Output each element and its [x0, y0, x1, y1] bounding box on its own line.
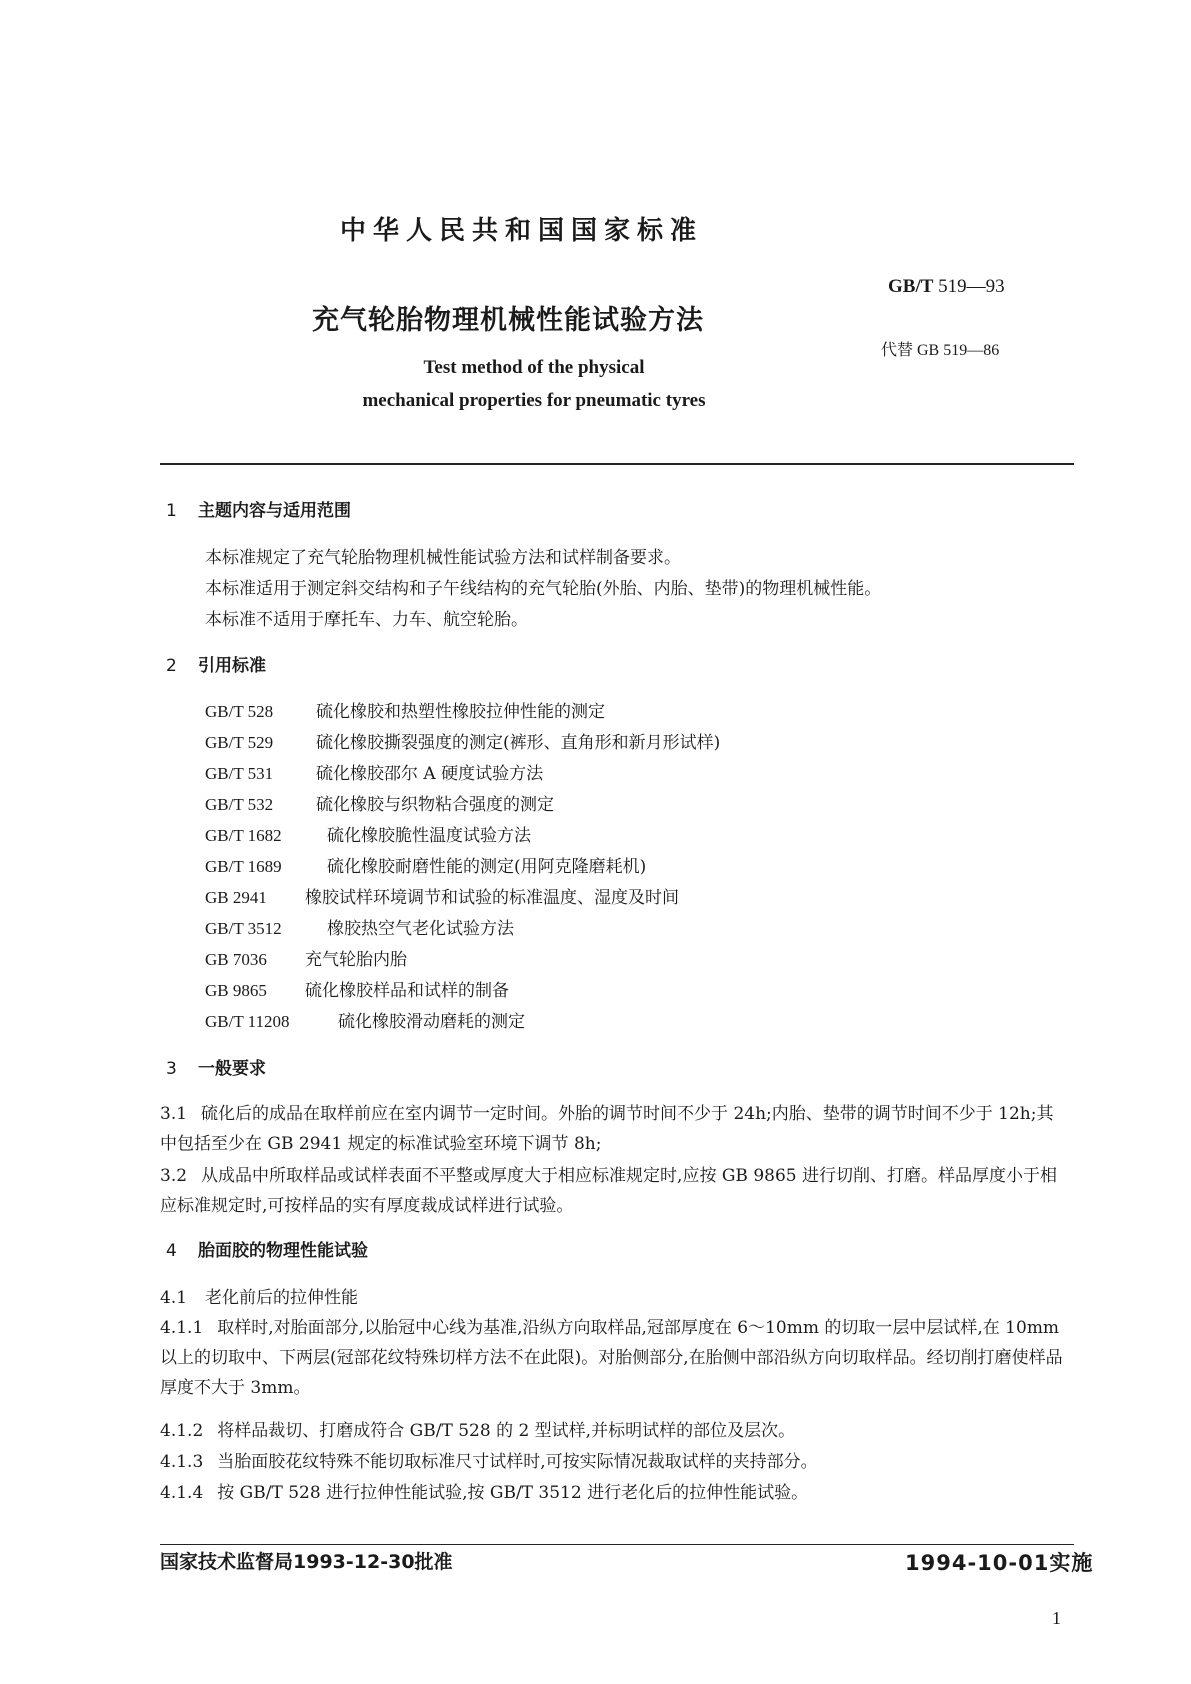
reference-item	[205, 945, 407, 970]
section-number: 4	[166, 1241, 177, 1261]
document-title-cn: 充气轮胎物理机械性能试验方法	[312, 305, 704, 336]
reference-title: 橡胶热空气老化试验方法	[327, 919, 514, 939]
reference-item	[205, 728, 720, 753]
clause-text: 从成品中所取样品或试样表面不平整或厚度大于相应标准规定时,应按 GB 9865 进行切削、打磨。样品厚度小于相应标准规定时,可按样品的实有厚度裁成试样进行试验。	[160, 1166, 1057, 1216]
approval-date: 国家技术监督局1993-12-30批准	[160, 1551, 453, 1573]
reference-code: GB/T 3512	[205, 919, 282, 938]
clause-text: 硫化后的成品在取样前应在室内调节一定时间。外胎的调节时间不少于 24h;内胎、垫带的调节时间不少于 12h;其中包括至少在 GB 2941 规定的标准试验室环境下调节 8h;	[160, 1104, 1054, 1154]
clause-number: 4.1.3	[160, 1452, 204, 1472]
reference-title: 硫化橡胶与织物粘合强度的测定	[316, 795, 554, 815]
clause-4-1-1	[160, 1313, 1064, 1403]
clause-number: 4.1	[160, 1288, 188, 1308]
clause-title: 老化前后的拉伸性能	[205, 1288, 359, 1308]
reference-item	[205, 914, 514, 939]
clause-3-2	[160, 1161, 1064, 1221]
footer-divider	[160, 1544, 1074, 1545]
clause-4-1-3	[160, 1447, 818, 1472]
reference-code: GB 7036	[205, 950, 267, 969]
section-number: 2	[166, 656, 177, 676]
clause-text: 取样时,对胎面部分,以胎冠中心线为基准,沿纵方向取样品,冠部厚度在 6～10mm 的切取一层中层试样,在 10mm 以上的切取中、下两层(冠部花纹特殊切样方法不在此限)。对胎侧部分,在胎侧中部沿纵方向切取样品。经切削打磨使样品厚度不大于 3mm。	[160, 1318, 1063, 1398]
clause-number: 4.1.1	[160, 1318, 204, 1338]
reference-item	[205, 883, 679, 908]
reference-title: 硫化橡胶邵尔 A 硬度试验方法	[316, 764, 544, 784]
reference-item	[205, 790, 554, 815]
page-number: 1	[1052, 1608, 1061, 1628]
reference-code: GB/T 529	[205, 733, 274, 752]
reference-title: 硫化橡胶耐磨性能的测定(用阿克隆磨耗机)	[327, 857, 647, 877]
reference-code: GB/T 531	[205, 764, 274, 783]
reference-code: GB/T 532	[205, 795, 274, 814]
clause-4-1-4	[160, 1478, 808, 1503]
clause-number: 4.1.2	[160, 1421, 204, 1441]
reference-code: GB 2941	[205, 888, 267, 907]
paragraph: 本标准不适用于摩托车、力车、航空轮胎。	[205, 610, 528, 630]
reference-code: GB/T 11208	[205, 1012, 290, 1031]
section-2-heading	[166, 651, 266, 676]
paragraph: 本标准适用于测定斜交结构和子午线结构的充气轮胎(外胎、内胎、垫带)的物理机械性能。	[205, 579, 882, 599]
clause-text: 按 GB/T 528 进行拉伸性能试验,按 GB/T 3512 进行老化后的拉伸性能试验。	[217, 1483, 809, 1503]
section-title: 主题内容与适用范围	[198, 501, 351, 521]
reference-code: GB/T 528	[205, 702, 274, 721]
paragraph: 本标准规定了充气轮胎物理机械性能试验方法和试样制备要求。	[205, 548, 681, 568]
reference-title: 硫化橡胶和热塑性橡胶拉伸性能的测定	[316, 702, 605, 722]
reference-code: GB/T 1682	[205, 826, 282, 845]
header-divider	[160, 463, 1074, 465]
clause-text: 将样品裁切、打磨成符合 GB/T 528 的 2 型试样,并标明试样的部位及层次。	[217, 1421, 796, 1441]
reference-item	[205, 1007, 525, 1032]
standard-code-number: 519—93	[938, 276, 1005, 297]
national-standard-heading: 中华人民共和国国家标准	[340, 216, 704, 246]
section-3-heading	[166, 1054, 266, 1079]
clause-4-1-2	[160, 1416, 795, 1441]
reference-item	[205, 759, 543, 784]
section-title: 胎面胶的物理性能试验	[198, 1241, 368, 1261]
document-title-en-line1: Test method of the physical	[423, 357, 645, 378]
reference-title: 硫化橡胶样品和试样的制备	[305, 981, 509, 1001]
subsection-4-1	[160, 1283, 358, 1308]
reference-item	[205, 697, 605, 722]
reference-title: 硫化橡胶滑动磨耗的测定	[338, 1012, 525, 1032]
section-1-heading	[166, 496, 351, 521]
standard-code	[888, 276, 1005, 298]
section-4-heading	[166, 1236, 368, 1261]
clause-number: 3.1	[160, 1104, 188, 1124]
section-number: 1	[166, 501, 177, 521]
reference-title: 硫化橡胶撕裂强度的测定(裤形、直角形和新月形试样)	[316, 733, 721, 753]
clause-3-1	[160, 1099, 1064, 1159]
clause-number: 4.1.4	[160, 1483, 204, 1503]
reference-title: 硫化橡胶脆性温度试验方法	[327, 826, 531, 846]
replaces-standard: 代替 GB 519—86	[881, 342, 1000, 359]
section-title: 一般要求	[198, 1059, 266, 1079]
reference-item	[205, 852, 646, 877]
standard-code-prefix: GB/T	[888, 276, 934, 297]
document-title-en-line2: mechanical properties for pneumatic tyres	[362, 390, 706, 411]
reference-code: GB/T 1689	[205, 857, 282, 876]
reference-item	[205, 976, 509, 1001]
reference-code: GB 9865	[205, 981, 267, 1000]
reference-title: 充气轮胎内胎	[305, 950, 407, 970]
section-title: 引用标准	[198, 656, 266, 676]
clause-number: 3.2	[160, 1166, 188, 1186]
clause-text: 当胎面胶花纹特殊不能切取标准尺寸试样时,可按实际情况裁取试样的夹持部分。	[217, 1452, 818, 1472]
implementation-date: 1994-10-01实施	[905, 1551, 1094, 1575]
section-number: 3	[166, 1059, 177, 1079]
reference-title: 橡胶试样环境调节和试验的标准温度、湿度及时间	[305, 888, 679, 908]
reference-item	[205, 821, 531, 846]
